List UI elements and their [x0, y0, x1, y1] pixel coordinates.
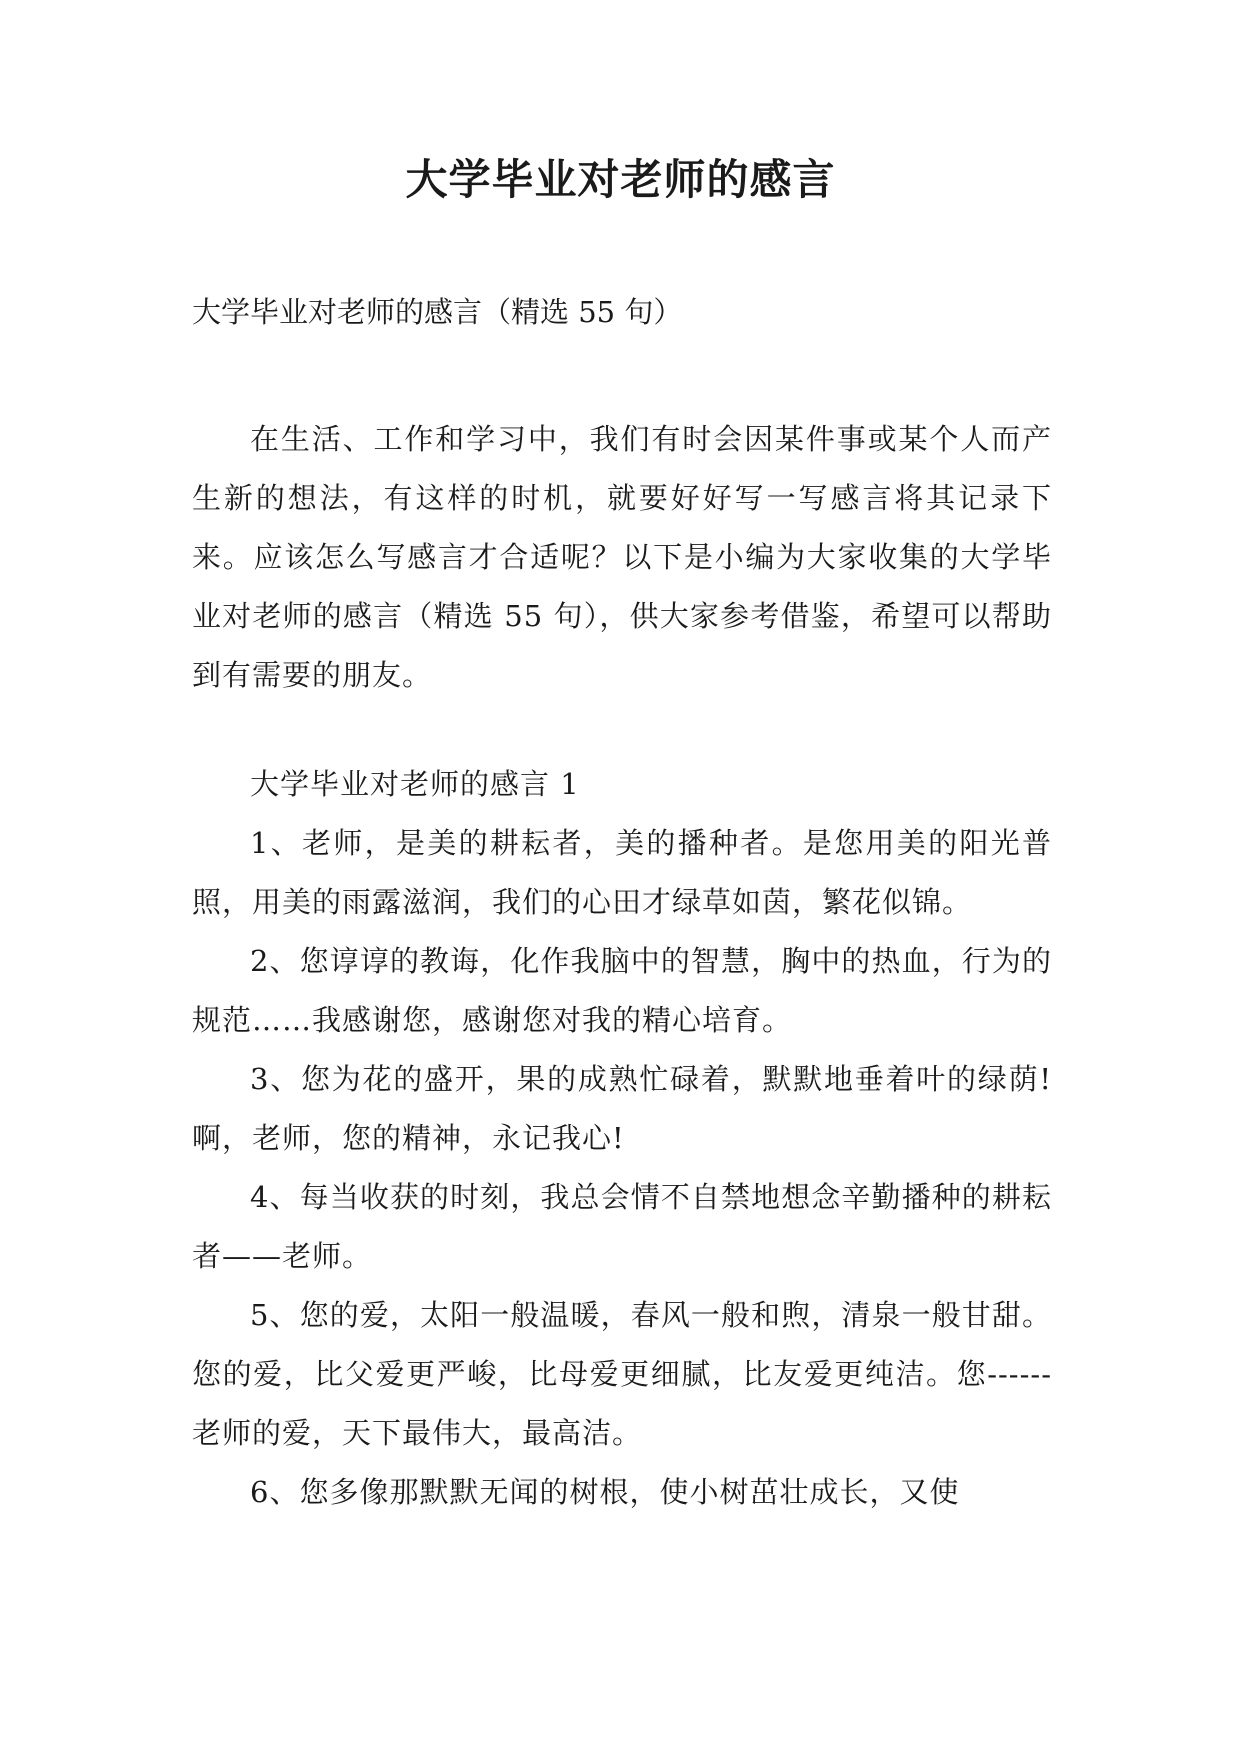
section-heading: 大学毕业对老师的感言 1 [250, 767, 580, 801]
intro-paragraph: 在生活、工作和学习中，我们有时会因某件事或某个人而产生新的想法，有这样的时机，就要好好写一写感言将其记录下来。应该怎么写感言才合适呢？以下是小编为大家收集的大学毕业对老师的感言（精选 55 句），供大家参考借鉴，希望可以帮助到有需要的朋友。 [192, 422, 1052, 692]
quote-item-2: 2、您谆谆的教诲，化作我脑中的智慧，胸中的热血，行为的规范……我感谢您，感谢您对我的精心培育。 [192, 944, 1052, 1037]
quote-item-3: 3、您为花的盛开，果的成熟忙碌着，默默地垂着叶的绿荫!啊，老师，您的精神，永记我心! [192, 1062, 1052, 1155]
quote-item-1: 1、老师，是美的耕耘者，美的播种者。是您用美的阳光普照，用美的雨露滋润，我们的心田才绿草如茵，繁花似锦。 [192, 826, 1052, 919]
page-title: 大学毕业对老师的感言 [405, 155, 836, 204]
quote-list [192, 814, 1052, 1522]
quote-item-4: 4、每当收获的时刻，我总会情不自禁地想念辛勤播种的耕耘者——老师。 [192, 1180, 1052, 1273]
quote-item-6: 6、您多像那默默无闻的树根，使小树茁壮成长，又使 [250, 1475, 960, 1509]
quote-item-5: 5、您的爱，太阳一般温暖，春风一般和煦，清泉一般甘甜。您的爱，比父爱更严峻，比母爱更细腻，比友爱更纯洁。您------老师的爱，天下最伟大，最高洁。 [192, 1298, 1052, 1450]
document-subtitle: 大学毕业对老师的感言（精选 55 句） [192, 295, 683, 329]
